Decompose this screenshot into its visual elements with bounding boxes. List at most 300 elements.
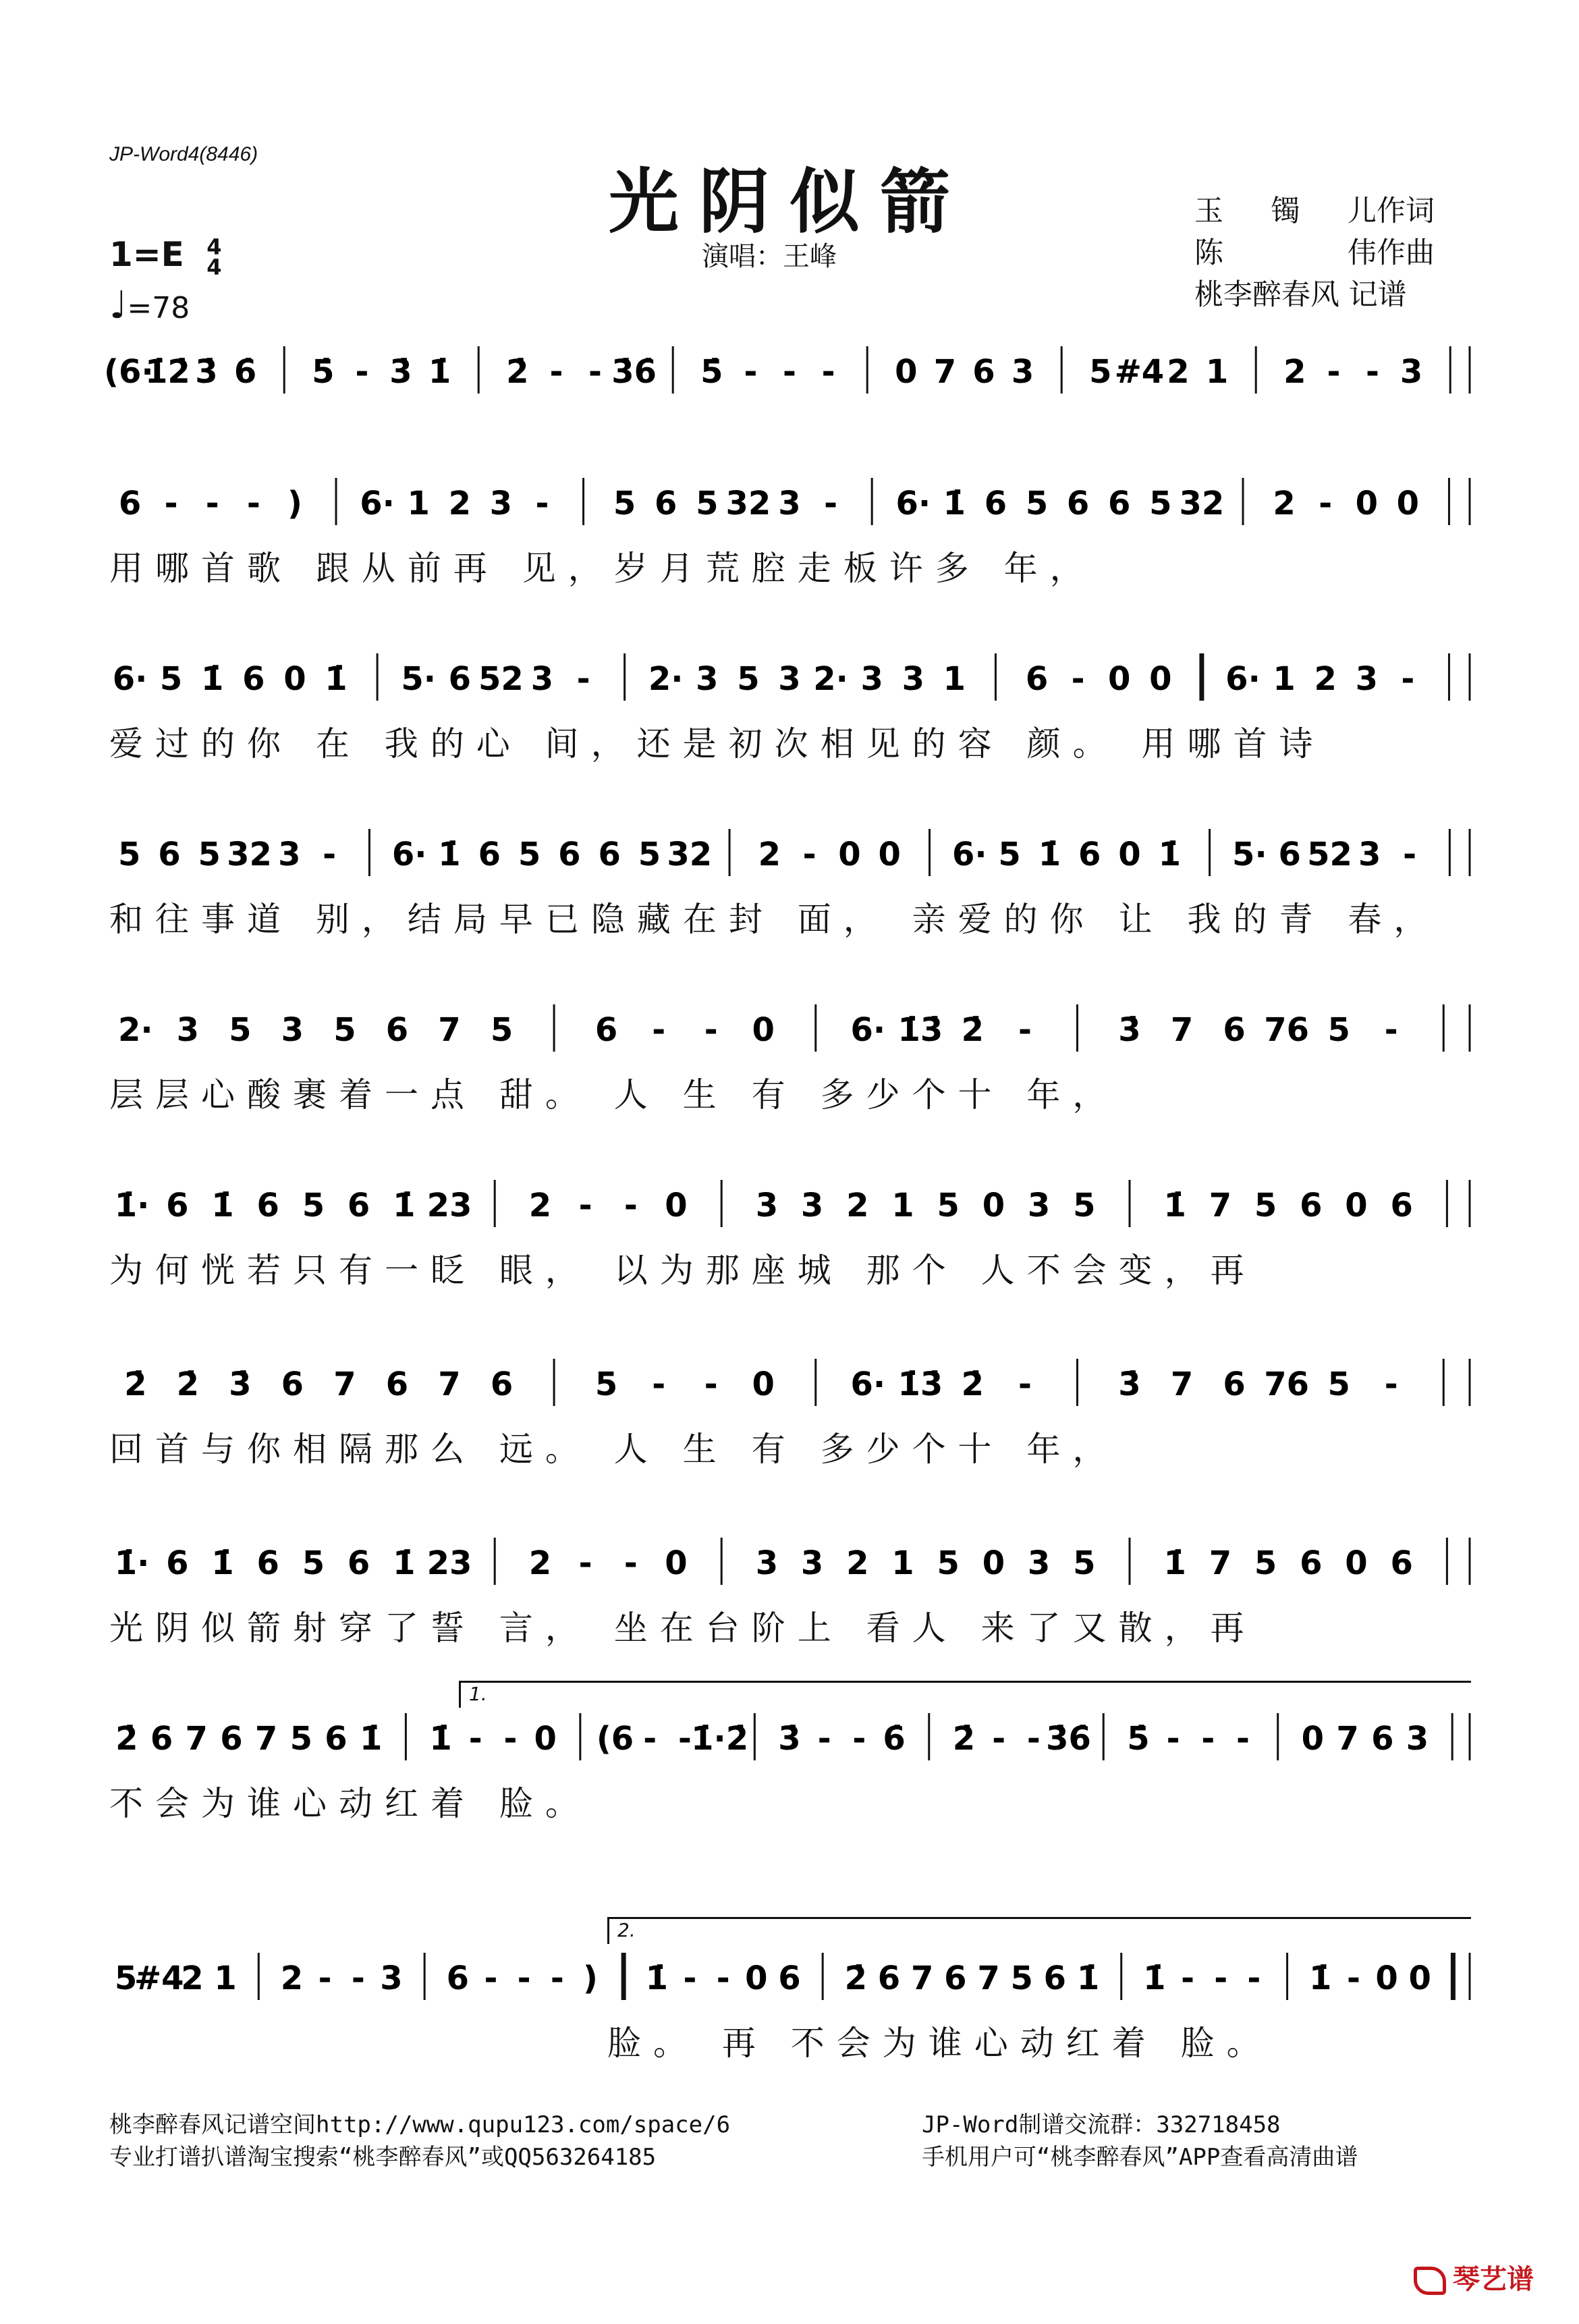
note-token: 7 [333,1366,356,1403]
note-token: 2 [1167,353,1190,391]
note-token: 2 [280,1960,304,1997]
note-token: 6 [598,836,621,873]
note-token: 5 [490,1011,514,1049]
note-token: - [677,1720,692,1758]
note-token: 0 [283,660,306,698]
note-token: 76 [1264,1011,1310,1049]
note-token: - [1018,1011,1032,1049]
note-token: - [246,485,260,522]
note-token: 2 [181,1960,204,1997]
note-token: 3 [176,1011,200,1049]
note-token: 2 [846,1187,869,1224]
score-row [0,1525,1579,1687]
note-token: 5 [638,836,661,873]
note-token: #4 [1114,353,1165,391]
note-token: 2̇ [952,1720,976,1758]
note-token: 6· [391,836,427,873]
note-token: - [624,1187,638,1224]
note-token: 2 [1273,485,1296,522]
note-token: - [1071,660,1085,698]
note-token: 3̇ [1118,1011,1141,1049]
note-token: 5 [696,485,719,522]
note-token: - [535,485,549,522]
note-token: 6 [385,1011,409,1049]
lyric-line: 层层心酸裹着一点 甜。 人 生 有 多少个十 年， [109,1075,1119,1114]
note-token: 1̇ [1143,1960,1166,1997]
note-token: 2̇ [844,1960,868,1997]
note-token: 5̇ [312,353,335,391]
note-token: 2 [1283,353,1306,391]
note-token: 5 [518,836,541,873]
note-token: 0 [1345,1187,1368,1224]
note-token: 6 [655,485,677,522]
notation-line [0,992,1579,1066]
note-token: - [821,353,835,391]
lyric-line: 为何恍若只有一眨 眼， 以为那座城 那个 人不会变，再 [109,1251,1256,1290]
note-token: 0 [745,1960,768,1997]
note-token: 32 [667,836,713,873]
note-token: 6 [385,1366,409,1403]
notation-line [0,817,1579,891]
note-token: 1̇ [211,1187,234,1224]
note-token: 6 [1371,1720,1394,1758]
note-token: 1̇·2̇ [691,1720,749,1758]
note-token: 1̇ [438,836,461,873]
note-token: 1̇· [114,1187,150,1224]
software-label: JP-Word4(8446) [109,143,258,165]
note-token: - [1236,1720,1250,1758]
note-token: 6 [877,1960,901,1997]
note-token: 1̇ [201,660,224,698]
note-token: 0 [878,836,901,873]
song-title: 光阴似箭 [608,160,970,243]
transcriber-name: 桃李醉春风 记谱 [1194,278,1407,312]
note-token: 5 [302,1544,325,1582]
composer-role: 作曲 [1377,236,1435,270]
score-row [0,992,1579,1154]
note-token: 1̇3̇ [897,1011,943,1049]
note-token: 3 [281,1011,304,1049]
lyric-line: 光阴似箭射穿了誓 言， 坐在台阶上 看人 来了又散，再 [109,1609,1256,1648]
note-token: 7 [1170,1011,1194,1049]
score-row [0,1347,1579,1509]
note-token: 1̇ [1038,836,1061,873]
note-token: 1 [407,485,430,522]
note-token: ) [583,1960,598,1997]
note-token: 3̇6̇ [1046,1720,1091,1758]
note-token: 7 [1170,1366,1194,1403]
note-token: 1̇ [393,1544,416,1582]
note-token: 1 [891,1187,914,1224]
note-token: 2 [1314,660,1337,698]
score-row [0,1168,1579,1330]
note-token: 1̇ [393,1187,416,1224]
note-token: 6 [446,1960,469,1997]
score-row [0,466,1579,628]
note-token: 6· [112,660,148,698]
note-token: 2· [648,660,684,698]
note-token: 6 [972,353,995,391]
score-row [0,1701,1579,1863]
note-token: 6· [850,1011,886,1049]
note-token: 3 [778,660,801,698]
lyric-line: 不会为谁心动红着 脸。 [109,1784,591,1823]
note-token: 0 [665,1187,688,1224]
logo-text: 琴艺谱 [1453,2264,1534,2295]
note-token: 5· [401,660,437,698]
note-token: - [355,353,369,391]
note-token: 6 [1108,485,1131,522]
note-token: 5 [114,1960,138,1997]
note-token: 5 [1089,353,1112,391]
note-token: 6 [1278,836,1301,873]
note-token: - [1247,1960,1261,1997]
note-token: 5 [998,836,1021,873]
note-token: 6 [1390,1187,1413,1224]
note-token: (6· [104,353,154,391]
note-token: - [351,1960,365,1997]
note-token: 7 [1336,1720,1359,1758]
note-token: 1 [943,660,966,698]
note-token: 3̇6̇ [611,353,657,391]
note-token: 5 [1149,485,1172,522]
note-token: - [624,1544,638,1582]
note-token: 3 [860,660,883,698]
note-token: - [744,353,758,391]
note-token: 5 [1327,1366,1350,1403]
note-token: 7 [254,1720,278,1758]
note-token: 6 [1025,660,1049,698]
score-row [0,641,1579,803]
note-token: 2 [528,1187,552,1224]
note-token: 7 [1209,1544,1232,1582]
note-token: - [1403,836,1417,873]
notation-line [0,1168,1579,1242]
note-token: 1̇2̇ [145,353,190,391]
note-token: 6 [1078,836,1101,873]
note-token: - [783,353,796,391]
note-token: 7 [438,1011,461,1049]
note-token: 6 [166,1187,189,1224]
note-token: - [643,1720,657,1758]
notation-line [0,641,1579,715]
note-token: 1 [891,1544,914,1582]
tempo-mark [109,283,190,327]
note-token: - [1181,1960,1195,1997]
note-token: 3 [1358,836,1381,873]
note-token: 5̇ [1127,1720,1150,1758]
footer-right-1: JP-Word制谱交流群：332718458 [922,2111,1281,2138]
note-token: 5 [1010,1960,1033,1997]
note-token: ) [287,485,302,522]
note-token: 6· [1225,660,1261,698]
note-token: 6 [325,1720,348,1758]
note-token: 6 [1300,1544,1323,1582]
note-token: 1̇ [429,1720,452,1758]
lyric-line: 用哪首歌 跟从前再 见，岁月荒腔走板许多 年， [109,549,1096,588]
lyricist-name: 玉镯儿 [1194,194,1377,228]
note-token: - [318,1960,332,1997]
note-token: 6 [281,1366,304,1403]
note-token: 1̇3̇ [897,1366,943,1403]
note-token: 32 [1179,485,1225,522]
note-token: 7 [910,1960,934,1997]
note-token: 6 [242,660,265,698]
note-token: 23 [426,1187,472,1224]
note-token: - [852,1720,866,1758]
note-token: 6 [944,1960,967,1997]
time-bottom: 4 [206,254,222,280]
note-token: 6 [1066,485,1090,522]
note-token: - [1384,1366,1398,1403]
transcriber-credit [1194,274,1464,316]
note-token: 6 [1223,1011,1246,1049]
note-token: - [1026,1720,1041,1758]
note-token: 6 [594,1011,618,1049]
note-token: 3 [380,1960,403,1997]
note-token: 2· [117,1011,153,1049]
note-token: 3 [278,836,301,873]
note-token: - [576,660,590,698]
note-token: - [652,1011,666,1049]
note-token: 0 [1149,660,1172,698]
note-token: 1̇ [325,660,348,698]
note-token: - [704,1011,718,1049]
note-token: 6 [118,485,142,522]
note-token: - [1384,1011,1398,1049]
note-token: 1̇ [1076,1960,1100,1997]
note-token: - [1214,1960,1228,1997]
note-token: 6· [895,485,931,522]
note-token: 5 [1025,485,1049,522]
note-token: 3 [1400,353,1423,391]
note-token: 23 [426,1544,472,1582]
note-token: 7 [1209,1187,1232,1224]
volta-bracket-2: 2. [607,1917,1471,1944]
note-token: 3 [778,485,801,522]
quarter-note-icon: ♩ [109,283,128,327]
note-token: 3 [530,660,554,698]
note-token: - [550,1960,564,1997]
note-token: 0 [982,1187,1005,1224]
lyric-line: 爱过的你 在 我的心 间，还是初次相见的容 颜。 用哪首诗 [109,724,1325,763]
note-token: 52 [478,660,524,698]
note-token: 6 [1390,1544,1413,1582]
note-token: 6 [166,1544,189,1582]
note-token: - [1366,353,1379,391]
note-token: 5 [1254,1544,1277,1582]
notation-line [0,466,1579,540]
time-signature [206,234,222,280]
note-token: 3̇ [195,353,218,391]
note-token: 0 [534,1720,557,1758]
note-token: - [484,1960,498,1997]
note-token: 2̇ [176,1366,200,1403]
note-token: 2 [758,836,781,873]
note-token: 7 [977,1960,1000,1997]
note-token: 5 [1254,1187,1277,1224]
note-token: 0 [1375,1960,1398,1997]
composer-name: 陈伟 [1194,236,1377,270]
note-token: 6 [1223,1366,1246,1403]
note-token: 3̇ [389,353,412,391]
note-token: 5 [737,660,760,698]
note-token: - [205,485,219,522]
note-token: 32 [227,836,272,873]
note-token: - [716,1960,730,1997]
note-token: - [1327,353,1341,391]
note-token: 3 [800,1544,824,1582]
note-token: 1̇ [1163,1544,1186,1582]
key-label: 1=E [109,235,184,274]
note-token: 5 [229,1011,252,1049]
note-token: 6 [490,1366,514,1403]
note-token: 5 [333,1011,356,1049]
note-token: 3 [696,660,719,698]
note-token: 0 [895,353,918,391]
notation-line [0,334,1579,408]
note-token: 76 [1264,1366,1310,1403]
note-token: 3 [1355,660,1378,698]
note-token: 5 [1073,1544,1096,1582]
note-token: - [824,485,838,522]
note-token: 3 [800,1187,824,1224]
note-token: 5· [1232,836,1267,873]
note-token: - [817,1720,831,1758]
note-token: 0 [838,836,861,873]
note-token: 0 [1108,660,1131,698]
credits-block [1194,190,1464,316]
note-token: 0 [665,1544,688,1582]
notation-line [0,1525,1579,1600]
note-token: 0 [1118,836,1141,873]
note-token: 1 [1205,353,1229,391]
note-token: 2̇ [961,1366,985,1403]
note-token: - [578,1187,592,1224]
note-token: 3̇ [1118,1366,1141,1403]
note-token: 3̇ [229,1366,252,1403]
note-token: 6 [1300,1187,1323,1224]
note-token: 5 [937,1187,960,1224]
note-token: 6 [478,836,501,873]
note-token: 0 [1396,485,1420,522]
note-token: 3 [1027,1544,1051,1582]
note-token: - [517,1960,531,1997]
note-token: 3 [755,1544,779,1582]
note-token: - [578,1544,592,1582]
note-token: 32 [725,485,771,522]
notation-line [0,1941,1579,2015]
note-token: 6· [952,836,987,873]
note-token: 1̇ [1158,836,1181,873]
lyricist-credit [1194,190,1464,232]
note-token: 2̇ [115,1720,138,1758]
note-token: 1̇ [428,353,451,391]
note-token: - [468,1720,482,1758]
score-row [0,817,1579,979]
notation-line [0,1701,1579,1775]
score-row [0,1941,1579,2103]
note-token: 3 [755,1187,779,1224]
note-token: 2 [846,1544,869,1582]
note-token: 7 [185,1720,208,1758]
note-token: 2̇ [506,353,529,391]
note-token: 7 [933,353,957,391]
note-token: 0 [1345,1544,1368,1582]
note-token: 6 [558,836,581,873]
note-token: 6 [150,1720,173,1758]
note-token: 6 [256,1544,279,1582]
footer-left-1: 桃李醉春风记谱空间http://www.qupu123.com/space/6 [109,2111,731,2138]
note-token: 5 [1073,1187,1096,1224]
note-token: 2 [528,1544,552,1582]
tempo-value: =78 [127,291,190,325]
footer-left-2: 专业打谱扒谱淘宝搜索“桃李醉春风”或QQ563264185 [109,2144,657,2171]
note-token: 1̇ [211,1544,234,1582]
note-token: - [588,353,602,391]
note-token: - [323,836,337,873]
note-token: 6 [984,485,1007,522]
footer-right-2: 手机用户可“桃李醉春风”APP查看高清曲谱 [922,2144,1358,2171]
note-token: - [1319,485,1333,522]
note-token: 2̇ [961,1011,985,1049]
key-signature [109,234,222,280]
note-token: - [1018,1366,1032,1403]
note-token: 2 [448,485,471,522]
note-token: - [549,353,563,391]
note-token: 1̇ [359,1720,383,1758]
composer-credit [1194,232,1464,274]
note-token: 0 [1408,1960,1431,1997]
note-token: 0 [1301,1720,1325,1758]
note-token: 1̇ [943,485,966,522]
note-token: 3 [1011,353,1034,391]
note-token: 5̇ [700,353,723,391]
note-token: 3 [902,660,924,698]
note-token: - [1401,660,1415,698]
note-token: 5 [1327,1011,1350,1049]
note-token: 3 [1027,1187,1051,1224]
note-token: 3 [489,485,513,522]
note-token: 0 [752,1366,775,1403]
note-token: 6· [850,1366,886,1403]
note-token: 5 [198,836,221,873]
note-token: (6 [596,1720,634,1758]
lyric-line: 脸。 再 不会为谁心动红着 脸。 [607,2024,1273,2063]
note-token: 0 [1355,485,1378,522]
lyric-line: 和往事道 别，结局早已隐藏在封 面， 亲爱的你 让 我的青 春， [109,900,1440,939]
note-token: 6 [448,660,471,698]
volta-bracket-1: 1. [459,1681,1471,1708]
note-token: 5 [594,1366,618,1403]
site-logo [1414,2258,1534,2296]
note-token: 6 [347,1544,370,1582]
note-token: 6̇ [883,1720,906,1758]
note-token: 6 [778,1960,801,1997]
notation-line [0,1347,1579,1421]
logo-icon [1414,2267,1446,2295]
note-token: 2̇ [124,1366,147,1403]
note-token: 6 [158,836,181,873]
note-token: - [1346,1960,1360,1997]
note-token: - [992,1720,1006,1758]
note-token: 1̇ [1163,1187,1186,1224]
note-token: - [683,1960,697,1997]
note-token: 6· [360,485,395,522]
note-token: 5 [159,660,183,698]
note-token: 1̇ [1309,1960,1332,1997]
note-token: - [802,836,816,873]
